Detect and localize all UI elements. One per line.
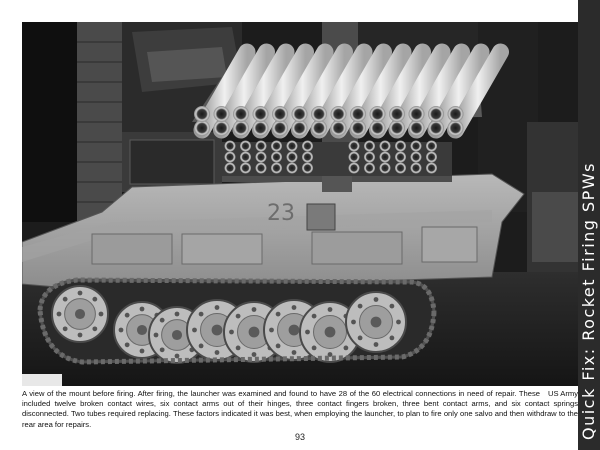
section-title: Quick Fix: Rocket Firing SPWs (579, 162, 598, 440)
page-number: 93 (294, 432, 305, 442)
photo-credit: US Army (548, 389, 578, 398)
photo-illustration (22, 22, 578, 386)
caption-text: A view of the mount before firing. After firing, the launcher was examined and found to have 28 of the 60 electrical connections in need of repair. These included twelve broken contact wires, six contact arms out of their hinges, three contact fingers broken, three bent contact arms, and six contact springs disconnected. Two tubes required replacing. These factors indicated it was best, when employing the launcher, to plan to fire only one salvo and then withdraw to the rear area for repairs. (22, 389, 578, 429)
vehicle-number-marking: 23 (267, 201, 295, 226)
photo-caption (22, 389, 578, 430)
halftrack-photo (22, 22, 578, 386)
section-side-tab (578, 0, 600, 450)
